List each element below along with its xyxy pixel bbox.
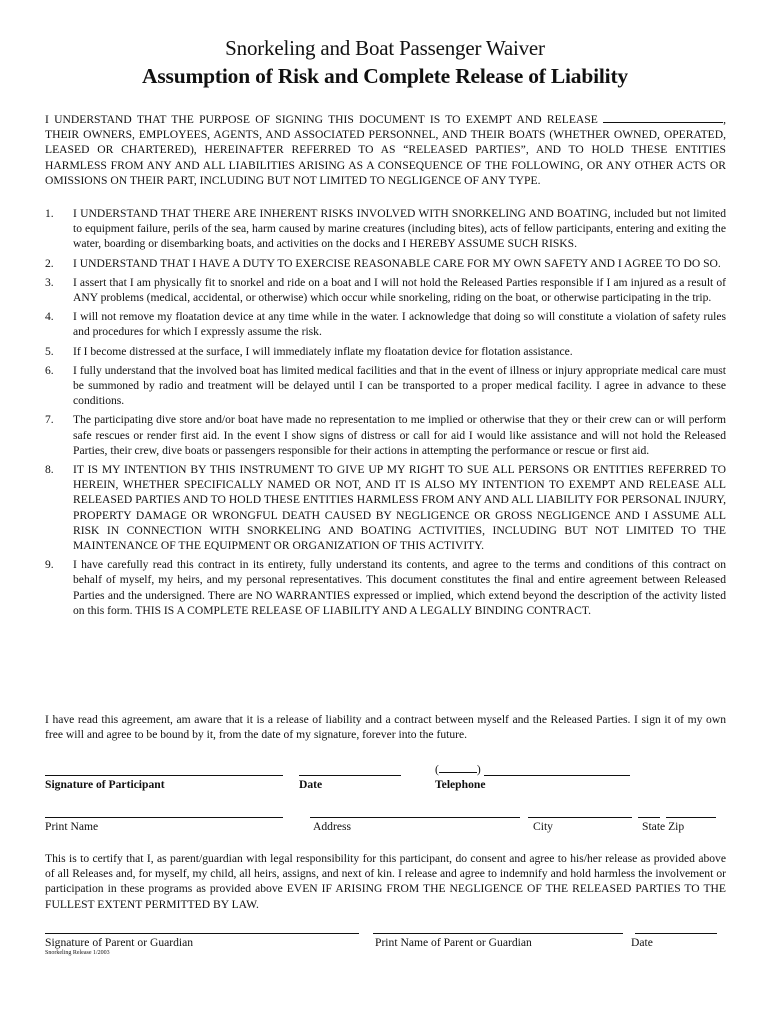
term-text: I will not remove my floatation device at any time while in the water. I acknowledge that doing so will constitute a violation of safety rules and procedures for which I expressly assume the risk. [73, 310, 726, 339]
print-name-label: Print Name [45, 820, 99, 833]
parent-print-name-line[interactable] [373, 933, 623, 934]
term-item [45, 256, 726, 271]
intro-text-part2: , THEIR OWNERS, EMPLOYEES, AGENTS, AND ASSOCIATED PERSONNEL, AND THEIR BOATS (WHETHER OWNED, OPERATED, LEASED OR CHARTERED), HEREINAFTER REFERRED TO AS “RELEASED PARTIES”, AND TO HOLD THESE ENTITIES HARMLESS FROM ANY AND ALL LIABILITIES ARISING AS A CONSEQUENCE OF THE FOLLOWING, OR ANY OTHER ACTS OR OMISSIONS ON THEIR PART, INCLUDING BUT NOT LIMITED TO NEGLIGENCE OF ANY TYPE. [45, 113, 726, 187]
term-number: 2. [45, 256, 54, 270]
parent-guardian-statement: This is to certify that I, as parent/guardian with legal responsibility for this participant, do consent and agree to his/her release as provided above of all Releases and, for myself, my child, all heirs, assigns, and next of kin. I release and agree to indemnify and hold harmless the involvement or participation in these programs as provided above EVEN IF ARISING FROM THE NEGLIGENCE OF THE RELEASED PARTIES TO THE FULLEST EXTENT PERMITTED BY LAW. [45, 852, 726, 911]
terms-list [45, 206, 726, 622]
term-text: IT IS MY INTENTION BY THIS INSTRUMENT TO GIVE UP MY RIGHT TO SUE ALL PERSONS OR ENTITIES REFERRED TO HEREIN, WHETHER SPECIFICALLY NAMED OR NOT, AND IT IS ALSO MY INTENTION TO EXEMPT AND RELEASE ALL RELEASED PARTIES AND TO HOLD THESE ENTITIES HARMLESS FROM ANY AND ALL LIABILITY FOR PERSONAL INJURY, PROPERTY DAMAGE OR WRONGFUL DEATH CAUSED BY NEGLIGENCE OR GROSS NEGLIGENCE AND I ASSUME ALL RISK IN CONNECTION WITH SNORKELING AND BOATING ACTIVITIES, INCLUDING BUT NOT LIMITED TO THE MAINTENANCE OF THE EQUIPMENT OR ORGANIZATION OF THIS ACTIVITY. [73, 463, 726, 553]
telephone-label: Telephone [435, 778, 486, 791]
intro-text-part1: I UNDERSTAND THAT THE PURPOSE OF SIGNING THIS DOCUMENT IS TO EXEMPT AND RELEASE [45, 113, 598, 126]
term-number: 4. [45, 310, 54, 324]
state-zip-label: State Zip [642, 820, 685, 833]
participant-signature-line[interactable] [45, 775, 283, 776]
parent-date-line[interactable] [635, 933, 717, 934]
term-text: I UNDERSTAND THAT I HAVE A DUTY TO EXERCISE REASONABLE CARE FOR MY OWN SAFETY AND I AGREE TO DO SO. [73, 256, 721, 270]
parent-date-label: Date [631, 936, 653, 949]
term-item [45, 557, 726, 618]
term-text: I assert that I am physically fit to snorkel and ride on a boat and I will not hold the Released Parties responsible if I am injured as a result of ANY problems (medical, accidental, or otherwise) which occur while snorkeling, riding on the boat, or otherwise participating in the trip. [73, 275, 726, 305]
term-item [45, 462, 726, 553]
intro-paragraph [45, 111, 726, 188]
term-text: The participating dive store and/or boat have made no representation to me implied or otherwise that they or their crew can or will perform safe rescues or render first aid. In the event I show signs of distress or call for aid I would like assistance and will not hold the Released Parties, their crew, dive boats or passengers responsible for their actions in attempting the performance or rescue or first aid. [73, 413, 726, 457]
address-label: Address [313, 820, 351, 833]
form-version-footer: Snorkeling Release 1/2003 [45, 950, 110, 956]
address-line[interactable] [310, 817, 520, 818]
term-number: 7. [45, 413, 54, 427]
term-item [45, 344, 726, 359]
parent-signature-label: Signature of Parent or Guardian [45, 936, 194, 949]
released-party-name-field[interactable] [603, 111, 723, 123]
print-name-line[interactable] [45, 817, 283, 818]
date-label: Date [299, 778, 323, 791]
city-line[interactable] [528, 817, 632, 818]
term-text: If I become distressed at the surface, I will immediately inflate my floatation device for flotation assistance. [73, 344, 573, 358]
document-subtitle: Assumption of Risk and Complete Release of Liability [142, 64, 628, 88]
term-text: I fully understand that the involved boat has limited medical facilities and that in the event of illness or injury appropriate medical care must be summoned by radio and treatment will be delayed until I can be transported to a proper medical facility. I agree in advance to these conditions. [73, 363, 726, 408]
term-item [45, 363, 726, 409]
telephone-line[interactable] [484, 775, 630, 776]
term-text: I UNDERSTAND THAT THERE ARE INHERENT RISKS INVOLVED WITH SNORKELING AND BOATING, included but not limited to equipment failure, perils of the sea, harm caused by marine creatures (including bites), acts of fellow participants, entering and exiting the water, boarding or disembarking boats, and activities on the docks and I HEREBY ASSUME SUCH RISKS. [73, 207, 726, 251]
telephone-area-code[interactable] [435, 762, 481, 776]
area-code-field[interactable] [439, 762, 477, 773]
term-item [45, 309, 726, 339]
term-text: I have carefully read this contract in its entirety, fully understand its contents, and agree to the terms and conditions of this contract on behalf of myself, my heirs, and my personal representatives. This document constitutes the final and entire agreement between Released Parties and the undersigned. There are NO WARRANTIES expressed or implied, which extend beyond the description of the activity listed on this form. THIS IS A COMPLETE RELEASE OF LIABILITY AND A LEGALLY BINDING CONTRACT. [73, 558, 726, 617]
zip-line[interactable] [666, 817, 716, 818]
parent-print-name-label: Print Name of Parent or Guardian [375, 936, 532, 949]
state-line[interactable] [638, 817, 660, 818]
parent-signature-line[interactable] [45, 933, 359, 934]
term-item [45, 412, 726, 458]
city-label: City [533, 820, 553, 833]
participant-date-line[interactable] [299, 775, 401, 776]
area-code-open-paren: ( [435, 763, 439, 776]
area-code-close-paren: ) [476, 763, 481, 776]
term-number: 5. [45, 344, 54, 358]
document-title: Snorkeling and Boat Passenger Waiver [225, 36, 545, 60]
term-number: 1. [45, 207, 54, 220]
term-number: 3. [45, 275, 54, 289]
signature-of-participant-label: Signature of Participant [45, 778, 165, 791]
term-number: 6. [45, 363, 54, 377]
term-item [45, 275, 726, 305]
term-number: 9. [45, 558, 54, 572]
term-number: 8. [45, 463, 54, 477]
closing-statement: I have read this agreement, am aware that it is a release of liability and a contract between myself and the Released Parties. I sign it of my own free will and agree to be bound by it, from the date of my signature, forever into the future. [45, 713, 726, 742]
term-item [45, 206, 726, 252]
